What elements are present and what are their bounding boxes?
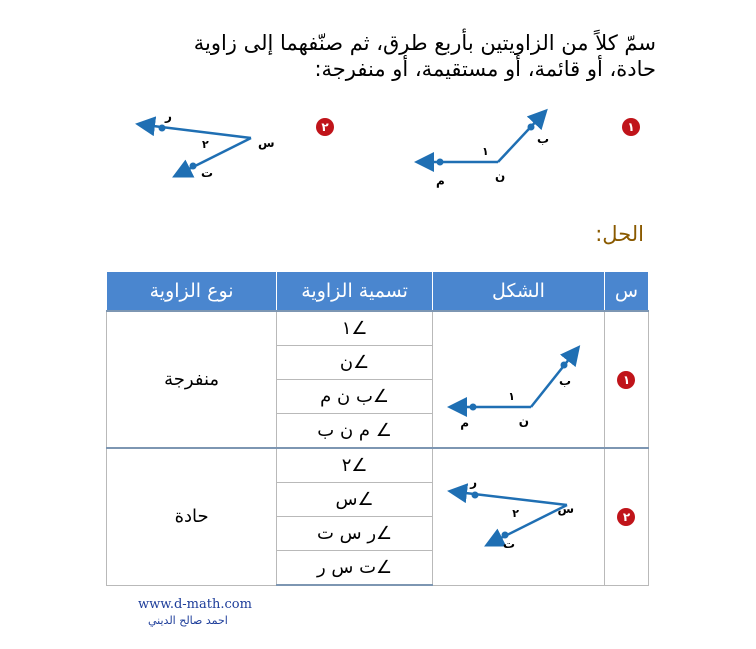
table-row	[107, 448, 649, 483]
row-2-label-s: س	[557, 502, 575, 517]
figure-2-label-s: س	[258, 136, 275, 150]
row-2-label-t: ت	[503, 537, 516, 552]
row-2-angle-label: ٢	[512, 507, 520, 521]
table-header-row	[107, 272, 649, 311]
footer-site: www.d-math.com	[138, 597, 252, 612]
row-1-label-m: م	[460, 416, 470, 430]
row-1-name-3: ∠ب ن م	[277, 380, 433, 414]
row-2-type: حادة	[107, 448, 277, 585]
figure-2-label-r: ر	[165, 109, 172, 123]
row-2-number-cell	[604, 448, 648, 585]
figure-2-angle-label: ٢	[202, 138, 209, 151]
row-2-name-1: ∠٢	[277, 448, 433, 483]
figure-2-angle-diagram	[135, 105, 285, 185]
row-2-name-2: ∠س	[277, 483, 433, 517]
row-1-label-b: ب	[559, 374, 572, 388]
figure-1-point-m	[437, 159, 444, 166]
answers-table	[106, 272, 649, 586]
row-1-type: منفرجة	[107, 311, 277, 448]
row-2-label-r: ر	[470, 475, 478, 490]
question-text	[116, 30, 656, 82]
figure-1-point-b	[528, 124, 535, 131]
header-number: س	[604, 272, 648, 311]
figure-2-point-r	[159, 125, 166, 132]
row-1-angle-diagram	[443, 327, 593, 430]
row-2-number-badge	[617, 508, 635, 526]
row-2-name-3: ∠ر س ت	[277, 517, 433, 551]
row-2-point-r	[472, 492, 479, 499]
header-naming: تسمية الزاوية	[277, 272, 433, 311]
row-1-name-2: ∠ن	[277, 346, 433, 380]
figure-1-label-n: ن	[495, 169, 506, 183]
row-1-angle-label: ١	[508, 390, 516, 403]
row-2-angle-diagram	[443, 469, 593, 559]
figure-1-number: ١	[627, 120, 635, 134]
row-1-name-1: ∠١	[277, 311, 433, 346]
row-1-name-4: ∠ م ن ب	[277, 414, 433, 449]
table-row	[107, 311, 649, 346]
figure-2-label-t: ت	[201, 166, 214, 180]
figure-1-number-badge	[622, 118, 640, 136]
figure-2-number: ٢	[321, 120, 329, 134]
row-1-shape-cell	[433, 311, 605, 448]
row-1-label-n: ن	[519, 414, 530, 428]
row-1-number-cell	[604, 311, 648, 448]
footer-author: احمد صالح الديني	[148, 614, 228, 627]
header-shape: الشكل	[433, 272, 605, 311]
figure-1-label-m: م	[436, 174, 445, 188]
row-2-number: ٢	[622, 509, 631, 524]
figure-2-number-badge	[316, 118, 334, 136]
header-type: نوع الزاوية	[107, 272, 277, 311]
row-1-point-m	[470, 404, 477, 411]
row-2-shape-cell	[433, 448, 605, 585]
row-1-number-badge	[617, 371, 635, 389]
figure-1-ray-b	[498, 116, 541, 162]
figure-1-angle-label: ١	[482, 145, 489, 158]
figure-1-label-b: ب	[537, 132, 550, 146]
row-2-name-4: ∠ت س ر	[277, 551, 433, 586]
solution-label: الحل:	[595, 222, 644, 246]
row-1-point-b	[561, 362, 568, 369]
figure-2-point-t	[190, 163, 197, 170]
question-line-1: سمّ كلاً من الزاويتين بأربع طرق، ثم صنّفهما إلى زاوية	[193, 31, 656, 55]
question-line-2: حادة، أو قائمة، أو مستقيمة، أو منفرجة:	[314, 57, 656, 81]
row-1-number: ١	[622, 372, 631, 387]
figure-1-angle-diagram	[410, 105, 560, 195]
